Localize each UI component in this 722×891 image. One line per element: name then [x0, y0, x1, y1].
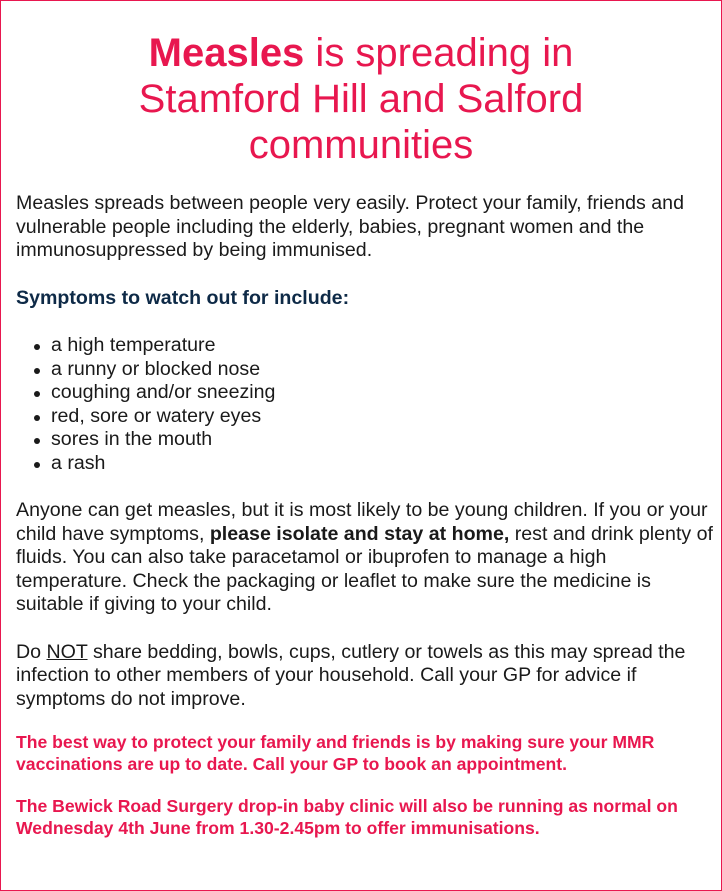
sharing-paragraph: [16, 641, 716, 712]
mmr-callout: The best way to protect your family and friends is by making sure your MMR vaccinations are up to date. Call your GP to book an appointment.: [16, 732, 655, 774]
advice-text-start: Anyone can get measles, but it is most likely to be young children. If you or your child have symptoms,: [16, 499, 708, 545]
title-line-2: Stamford Hill and Salford: [138, 77, 584, 121]
list-item: coughing and/or sneezing: [16, 381, 716, 405]
title-line-1: [0, 30, 722, 76]
list-item: a high temperature: [16, 334, 716, 358]
sharing-not-emphasis: NOT: [46, 640, 88, 663]
advice-isolate-emphasis: please isolate and stay at home,: [209, 522, 510, 545]
clinic-callout: The Bewick Road Surgery drop-in baby clinic will also be running as normal on Wednesday 4th June from 1.30-2.45pm to offer immunisations.: [16, 796, 678, 838]
symptoms-heading: Symptoms to watch out for include:: [16, 286, 350, 309]
intro-paragraph: Measles spreads between people very easily. Protect your family, friends and vulnerable people including the elderly, babies, pregnant women and the immunosuppressed by being immunised.: [16, 192, 684, 261]
sharing-rest: share bedding, bowls, cups, cutlery or towels as this may spread the infection to other members of your household. Call your GP for advice if symptoms do not improve.: [16, 640, 686, 710]
list-item: red, sore or watery eyes: [16, 405, 716, 429]
list-item: a rash: [16, 452, 716, 476]
advice-paragraph: [16, 499, 716, 617]
leaflet-body: [16, 192, 716, 839]
title-bold-word: Measles: [148, 31, 305, 75]
advice-text-end: rest and drink plenty of fluids. You can also take paracetamol or ibuprofen to manage a high temperature. Check the packaging or leaflet to make sure the medicine is suitable if giving to your child.: [16, 522, 713, 615]
sharing-prefix: Do: [16, 640, 47, 663]
symptoms-list: [16, 334, 716, 475]
list-item: a runny or blocked nose: [16, 358, 716, 382]
list-item: sores in the mouth: [16, 428, 716, 452]
title-line-1-rest: is spreading in: [304, 31, 574, 75]
page-title: [0, 30, 722, 168]
title-line-3: communities: [248, 123, 474, 167]
